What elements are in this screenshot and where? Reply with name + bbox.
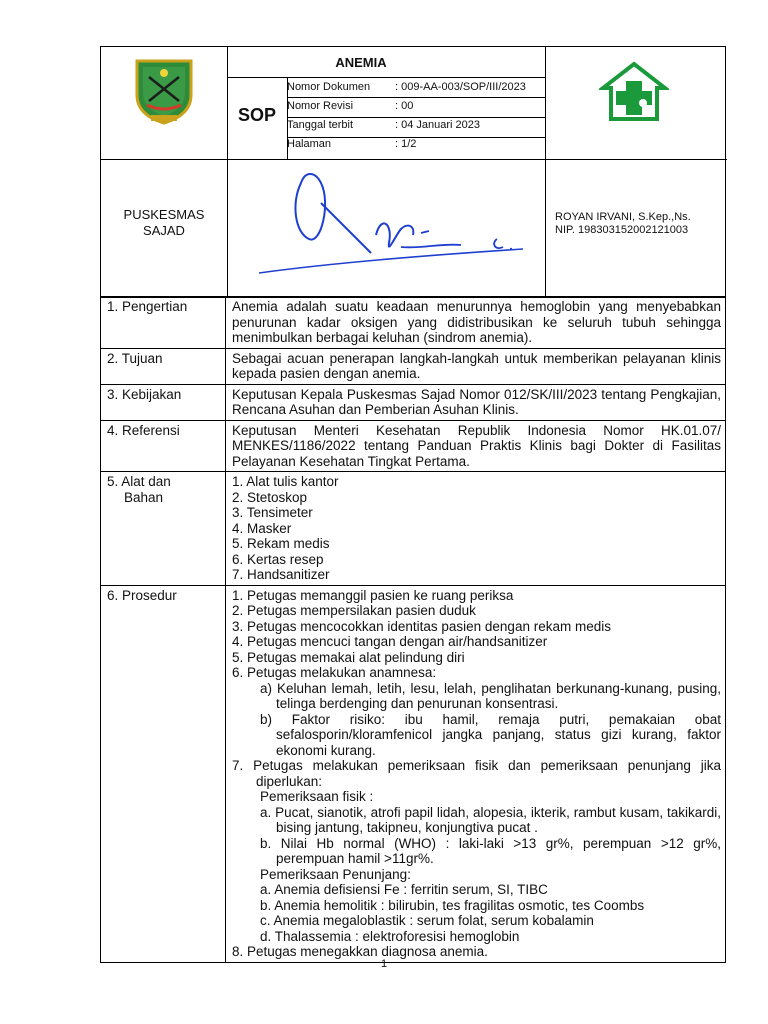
- org-line: SAJAD: [143, 223, 185, 238]
- meta-row: [287, 117, 545, 135]
- list-item: a) Keluhan lemah, letih, lesu, lelah, penglihatan berkunang-kunang, pusing, telinga berdenging dan penurunan konsentrasi.: [260, 680, 721, 711]
- section-row: [101, 348, 726, 384]
- section-row: [101, 297, 726, 349]
- signature: [251, 163, 531, 283]
- section-label: 1. Pengertian: [101, 297, 226, 349]
- list-item: 3. Petugas mencocokkan identitas pasien dengan rekam medis: [232, 618, 611, 634]
- list-item: 6. Kertas resep: [232, 551, 324, 567]
- sop-label: SOP: [237, 105, 276, 125]
- section-row: [101, 472, 726, 586]
- regional-emblem-logo: [129, 55, 199, 125]
- list-item: a. Pucat, sianotik, atrofi papil lidah, alopesia, ikterik, rambut kusam, takikardi, bising jantung, takipneu, konjungtiva pucat .: [260, 804, 721, 835]
- list-item: b. Nilai Hb normal (WHO) : laki-laki >13 gr%, perempuan >12 gr%, perempuan hamil >11gr%.: [260, 835, 721, 866]
- list-item: 4. Petugas mencuci tangan dengan air/handsanitizer: [232, 634, 548, 649]
- list-item: 3. Tensimeter: [232, 505, 313, 520]
- section-text: Sebagai acuan penerapan langkah-langkah untuk memberikan pelayanan klinis kepada pasien dengan anemia.: [226, 348, 726, 384]
- list-item: 6. Petugas melakukan anamnesa:: [232, 665, 437, 680]
- section-row: [101, 384, 726, 420]
- meta-row: [287, 98, 545, 116]
- meta-row: [287, 136, 545, 154]
- signer-block: [555, 211, 723, 237]
- section-label: 6. Prosedur: [101, 585, 226, 962]
- section-label: 3. Kebijakan: [101, 384, 226, 420]
- meta-value: : 04 Januari 2023: [395, 119, 481, 131]
- list-item: c. Anemia megaloblastik : serum folat, serum kobalamin: [260, 913, 594, 928]
- list-item: b. Anemia hemolitik : bilirubin, tes fragilitas osmotic, tes Coombs: [260, 897, 645, 913]
- meta-key: Nomor Revisi: [287, 100, 354, 112]
- list-item: 7. Handsanitizer: [232, 567, 330, 582]
- section-row: [101, 420, 726, 472]
- org-line: PUSKESMAS: [123, 207, 205, 222]
- divider: [227, 77, 545, 78]
- subsection-title: Pemeriksaan Penunjang:: [260, 866, 411, 882]
- section-text: Keputusan Kepala Puskesmas Sajad Nomor 012/SK/III/2023 tentang Pengkajian, Rencana Asuhan dan Pemberian Asuhan Klinis.: [226, 384, 726, 420]
- divider: [545, 47, 546, 297]
- list-item: 5. Petugas memakai alat pelindung diri: [232, 649, 465, 665]
- page-number: 1: [380, 958, 388, 970]
- document-title: ANEMIA: [335, 55, 387, 70]
- label-line: Bahan: [124, 489, 164, 505]
- list-item: 5. Rekam medis: [232, 536, 330, 551]
- section-label: 2. Tujuan: [101, 348, 226, 384]
- puskesmas-logo: [599, 61, 669, 123]
- list-item: 4. Masker: [232, 520, 292, 536]
- subsection-title: Pemeriksaan fisik :: [260, 789, 374, 804]
- procedure-list: [226, 585, 726, 962]
- list-item: a. Anemia defisiensi Fe : ferritin serum, SI, TIBC: [260, 882, 548, 897]
- label-line: 5. Alat dan: [107, 474, 171, 489]
- divider: [227, 47, 228, 297]
- section-text: Anemia adalah suatu keadaan menurunnya hemoglobin yang menyebabkan penurunan kadar oksigen yang didistribusikan ke seluruh tubuh sehingga menimbulkan berbagai keluhan (sindrom anemia).: [226, 297, 726, 349]
- meta-row: [287, 79, 545, 97]
- section-text: Keputusan Menteri Kesehatan Republik Indonesia Nomor HK.01.07/ MENKES/1186/2022 tentang Panduan Praktis Klinis bagi Dokter di Fasilitas Pelayanan Kesehatan Tingkat Pertama.: [226, 420, 726, 472]
- divider: [101, 159, 727, 160]
- sop-document: [100, 46, 726, 959]
- section-label: 4. Referensi: [101, 420, 226, 472]
- meta-value: : 009-AA-003/SOP/III/2023: [395, 81, 526, 93]
- list-item: 7. Petugas melakukan pemeriksaan fisik dan pemeriksaan penunjang jika diperlukan:: [232, 758, 721, 789]
- list-item: d. Thalassemia : elektroforesisi hemoglobin: [260, 928, 520, 944]
- meta-value: : 1/2: [395, 138, 417, 150]
- list-item: 1. Alat tulis kantor: [232, 474, 339, 489]
- section-label: [101, 472, 226, 586]
- meta-value: : 00: [395, 100, 414, 112]
- list-item: 2. Petugas mempersilakan pasien duduk: [232, 603, 476, 618]
- meta-key: Halaman: [287, 138, 332, 150]
- list-item: 2. Stetoskop: [232, 489, 308, 505]
- list-item: b) Faktor risiko: ibu hamil, remaja putri, pemakaian obat sefalosporin/kloramfenicol jangka panjang, status gizi kurang, faktor ekonomi kurang.: [260, 711, 721, 758]
- equipment-list: [226, 472, 726, 586]
- section-row: [101, 585, 726, 962]
- meta-key: Tanggal terbit: [287, 119, 354, 131]
- signer-nip: NIP. 198303152002121003: [555, 224, 689, 236]
- signer-name: ROYAN IRVANI, S.Kep.,Ns.: [555, 211, 691, 223]
- list-item: 8. Petugas menegakkan diagnosa anemia.: [232, 944, 488, 959]
- list-item: 1. Petugas memanggil pasien ke ruang periksa: [232, 587, 514, 603]
- meta-key: Nomor Dokumen: [287, 81, 371, 93]
- sop-header: [100, 46, 726, 298]
- organization-name: [101, 207, 227, 239]
- sop-body-table: [100, 296, 726, 963]
